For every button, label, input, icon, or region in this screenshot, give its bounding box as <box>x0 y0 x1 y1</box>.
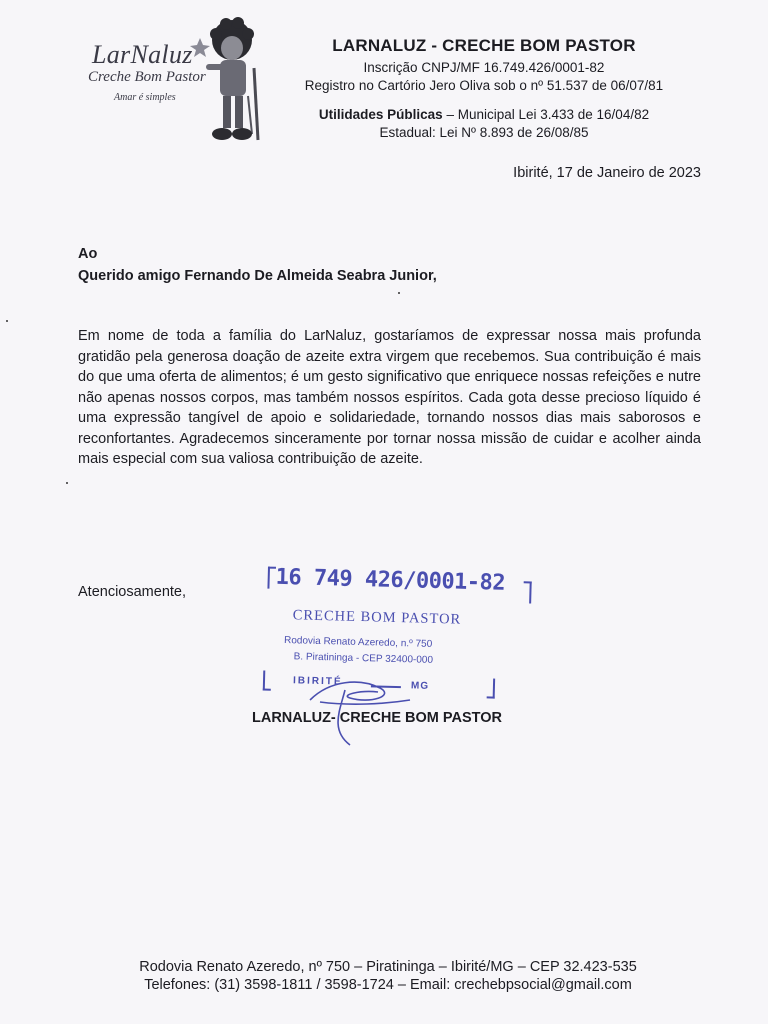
footer <box>0 958 768 994</box>
footer-address: Rodovia Renato Azeredo, nº 750 – Piratininga – Ibirité/MG – CEP 32.423-535 <box>139 959 637 975</box>
stamp-name: CRECHE BOM PASTOR <box>292 607 462 628</box>
child-figure-icon <box>190 10 270 150</box>
closing: Atenciosamente, <box>78 584 187 600</box>
paper-speck <box>6 320 8 322</box>
stamp-state: MG <box>410 680 430 692</box>
paper-speck <box>398 292 400 294</box>
public-utility-label: Utilidades Públicas <box>318 107 443 122</box>
letterhead <box>260 36 708 142</box>
letter-body: Em nome de toda a família do LarNaluz, gostaríamos de expressar nossa mais profunda gratidão pela generosa doação de azeite extra virgem que recebemos. Sua contribuição é mais do que uma oferta de alimentos; é um gesto significativo que enriquece nossas refeições e nutre não apenas nossos corpos, mas também nossos espíritos. Cada gota desse precioso líquido é uma expressão tangível de apoio e solidariedade, tornando nossos dias mais saborosos e reconfortantes. Agradecemos sinceramente por tornar nossa missão de cuidar e acolher ainda mais especial com sua valiosa contribuição de azeite. <box>78 328 701 467</box>
stamp-bracket-bottom-right-icon <box>487 678 496 698</box>
stamp-cnpj: 16 749 426/0001-82 <box>275 564 506 596</box>
cnpj-line: Inscrição CNPJ/MF 16.749.426/0001-82 <box>363 60 605 75</box>
signatory-name: LARNALUZ- CRECHE BOM PASTOR <box>252 710 502 726</box>
stamp-address-line2: B. Piratininga - CEP 32400-000 <box>293 651 434 666</box>
paper-speck <box>66 482 68 484</box>
public-utility-state: Estadual: Lei Nº 8.893 de 26/08/85 <box>379 125 589 140</box>
logo-tagline: Amar é simples <box>114 92 176 103</box>
logo-brand: LarNaluz <box>92 40 193 69</box>
public-utility-line <box>260 106 708 124</box>
registry-line: Registro no Cartório Jero Oliva sob o nº 51.537 de 06/07/81 <box>304 78 664 93</box>
footer-contact: Telefones: (31) 3598-1811 / 3598-1724 – Email: crechebpsocial@gmail.com <box>144 977 632 993</box>
public-utility-municipal: – Municipal Lei 3.433 de 16/04/82 <box>442 107 650 122</box>
salutation-recipient: Querido amigo Fernando De Almeida Seabra Junior, <box>78 268 437 284</box>
logo-subtitle: Creche Bom Pastor <box>88 69 206 85</box>
stamp-city: IBIRITÉ <box>292 675 343 688</box>
letter-date: Ibirité, 17 de Janeiro de 2023 <box>513 165 701 181</box>
stamp-address-line1: Rodovia Renato Azeredo, n.º 750 <box>283 635 433 650</box>
salutation-line1: Ao <box>78 246 98 262</box>
org-name: LARNALUZ - CRECHE BOM PASTOR <box>332 36 636 55</box>
stamp-bracket-bottom-left-icon <box>263 671 272 691</box>
handwritten-signature-icon <box>300 660 420 750</box>
stamp-bracket-right-icon <box>523 581 532 603</box>
